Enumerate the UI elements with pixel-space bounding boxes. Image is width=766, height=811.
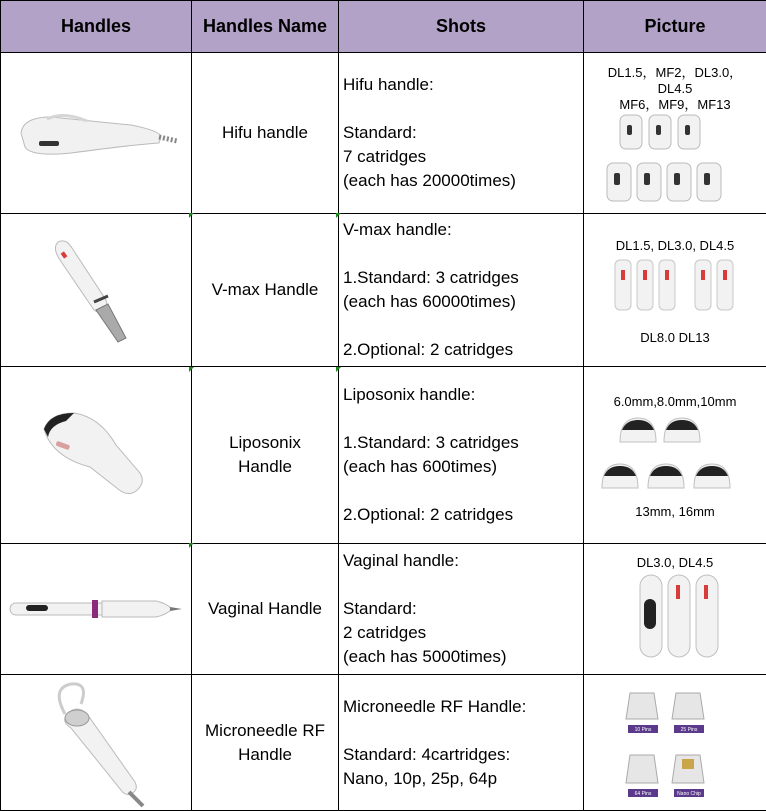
picture-caption: DL1.5，MF2，DL3.0， [584,65,766,81]
table-row [1,544,766,675]
shots-spacer [343,719,583,743]
shots-spacer [343,242,583,266]
liposonix-cartridges-image [600,410,750,496]
shots-line: 1.Standard: 3 catridges [343,266,583,290]
handle-name: Handle [192,743,338,767]
tag-label: 25 Pins [681,727,698,733]
shots-cell [339,675,584,811]
shots-line: (each has 5000times) [343,645,583,669]
microneedle-rf-handle-icon [31,678,161,808]
picture-caption: 6.0mm,8.0mm,10mm [584,394,766,410]
handle-name-cell [192,675,339,811]
header-handles: Handles [1,1,192,53]
vmax-cartridges-image [605,254,745,320]
microneedle-cartridges-image [620,679,730,807]
tag-label: 64 Pins [635,791,652,797]
shots-line: Standard: [343,597,583,621]
shots-spacer [343,573,583,597]
shots-line: V-max handle: [343,218,583,242]
corner-mark [189,367,194,372]
handle-name-cell [192,544,339,675]
header-picture: Picture [584,1,766,53]
handle-name: Microneedle RF [192,719,338,743]
corner-mark [336,367,341,372]
liposonix-handle-icon [36,395,156,515]
shots-spacer [343,314,583,338]
shots-line: (each has 600times) [343,455,583,479]
shots-line: 7 catridges [343,145,583,169]
shots-line: 1.Standard: 3 catridges [343,431,583,455]
header-row [1,1,766,53]
shots-line: Microneedle RF Handle: [343,695,583,719]
handle-image-cell [1,675,192,811]
picture-caption: DL3.0, DL4.5 [584,555,766,571]
shots-line: (each has 60000times) [343,290,583,314]
table-row [1,367,766,544]
shots-line: Standard: [343,121,583,145]
shots-line: 2 catridges [343,621,583,645]
shots-line: Hifu handle: [343,73,583,97]
table-row [1,675,766,811]
shots-spacer [343,479,583,503]
picture-caption: DL4.5 [584,81,766,97]
picture-caption: MF6，MF9，MF13 [584,97,766,113]
hifu-cartridges-image [605,113,745,205]
header-handles-name: Handles Name [192,1,339,53]
shots-line: Liposonix handle: [343,383,583,407]
header-shots: Shots [339,1,584,53]
picture-caption: 13mm, 16mm [584,504,766,520]
handle-image-cell [1,214,192,367]
handle-image-cell [1,53,192,214]
picture-cell [584,544,766,675]
picture-cell [584,367,766,544]
handle-image-cell [1,367,192,544]
handle-name: Liposonix [192,431,338,455]
picture-cell [584,214,766,367]
tag-label: 10 Pins [635,727,652,733]
shots-spacer [343,407,583,431]
handle-name: Hifu handle [192,121,338,145]
picture-cell [584,53,766,214]
shots-line: 2.Optional: 2 catridges [343,338,583,362]
vaginal-cartridges-image [620,571,730,667]
shots-cell [339,53,584,214]
handle-name-cell [192,214,339,367]
corner-mark [189,213,194,218]
handle-name-cell [192,53,339,214]
corner-mark [336,213,341,218]
handle-name: V-max Handle [192,278,338,302]
shots-cell [339,214,584,367]
handle-name: Handle [192,455,338,479]
shots-line: Nano, 10p, 25p, 64p [343,767,583,791]
picture-cell [584,675,766,811]
handle-name: Vaginal Handle [192,597,338,621]
tag-label: Nano Chip [677,791,701,797]
vmax-handle-icon [46,230,146,350]
table-row [1,214,766,367]
shots-line: Standard: 4cartridges: [343,743,583,767]
shots-line: Vaginal handle: [343,549,583,573]
hifu-handle-icon [11,93,181,173]
corner-mark [189,543,194,548]
shots-line: 2.Optional: 2 catridges [343,503,583,527]
shots-cell [339,544,584,675]
shots-spacer [343,97,583,121]
picture-caption: DL8.0 DL13 [584,330,766,346]
handle-name-cell [192,367,339,544]
picture-caption: DL1.5, DL3.0, DL4.5 [584,238,766,254]
table-row [1,53,766,214]
vaginal-handle-icon [6,589,186,629]
shots-cell [339,367,584,544]
shots-line: (each has 20000times) [343,169,583,193]
handle-image-cell [1,544,192,675]
